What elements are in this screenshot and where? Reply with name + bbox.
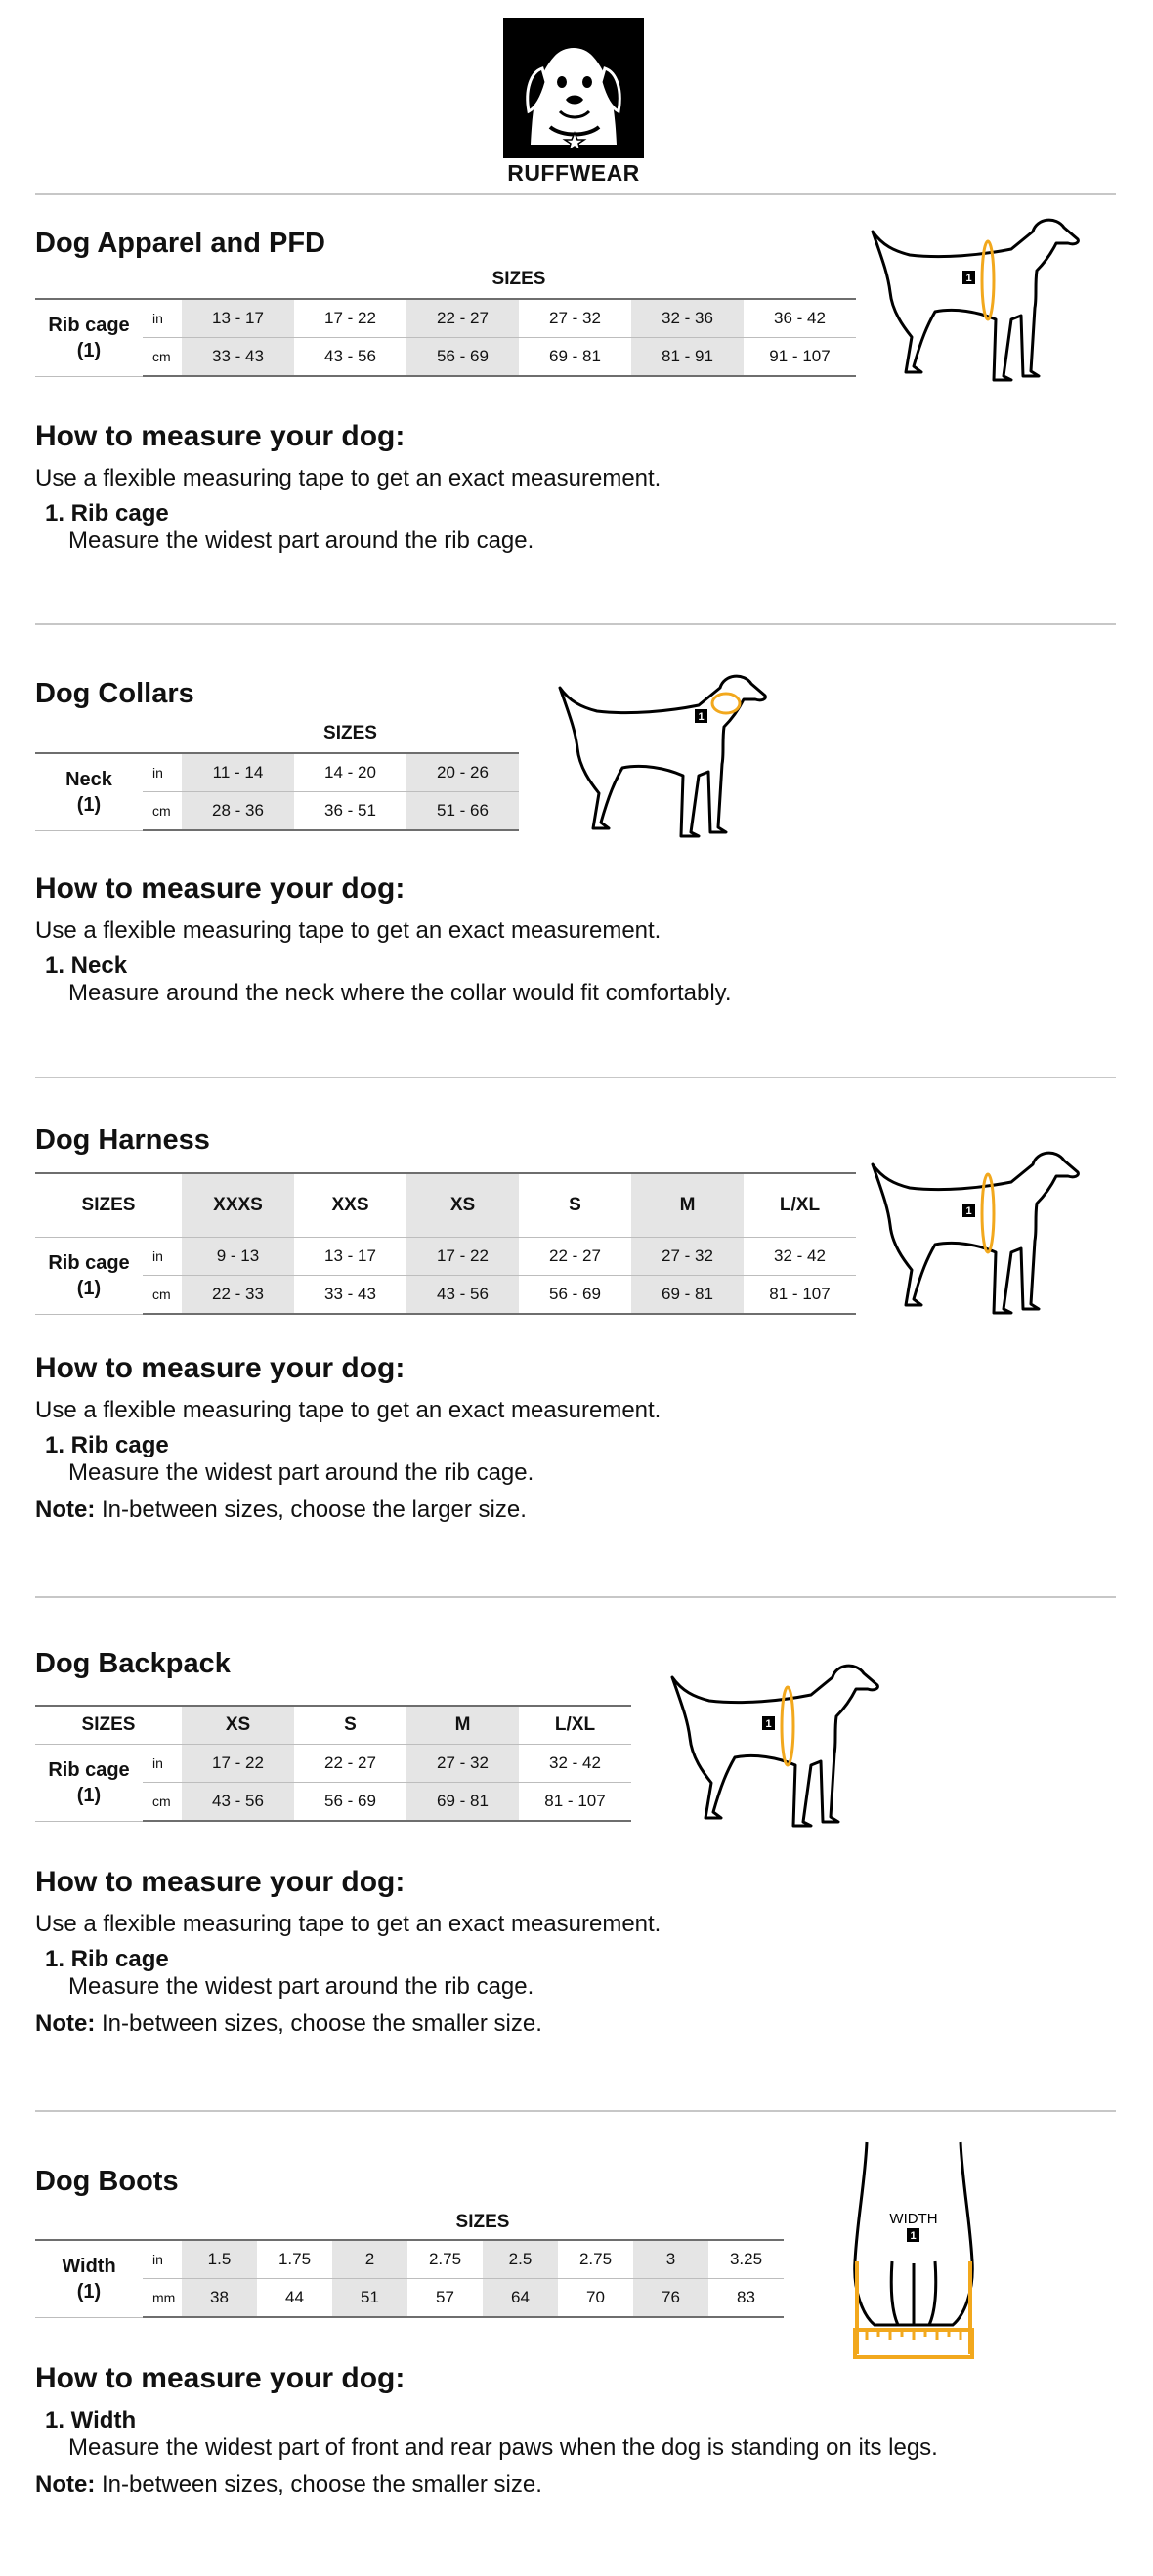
boots-size-table: [35, 2239, 784, 2318]
table-cell: 32 - 42: [744, 1238, 856, 1276]
table-row: [35, 1276, 856, 1315]
apparel-title: Dog Apparel and PFD: [35, 228, 325, 259]
size-header: S: [519, 1173, 631, 1238]
table-cell: 11 - 14: [182, 753, 294, 792]
table-row: [35, 1238, 856, 1276]
ruffwear-logo: [503, 18, 644, 187]
table-cell: 2.75: [407, 2240, 483, 2279]
backpack-measure-label: Rib cage (1): [35, 1745, 143, 1822]
boots-instructions: [35, 2362, 1110, 2499]
marker-number: 1: [965, 273, 972, 284]
marker-number: 1: [698, 711, 705, 723]
table-cell: 69 - 81: [519, 338, 631, 377]
unit-label: mm: [143, 2279, 182, 2318]
dog-illustration: [865, 1143, 1089, 1329]
table-cell: 27 - 32: [406, 1745, 519, 1783]
table-cell: 14 - 20: [294, 753, 406, 792]
boots-note: Note: In-between sizes, choose the smaller size.: [35, 2471, 542, 2498]
unit-label: cm: [143, 1783, 182, 1822]
divider: [35, 1596, 1116, 1598]
harness-how-title: How to measure your dog:: [35, 1352, 406, 1384]
apparel-sizes-label: SIZES: [491, 269, 546, 289]
apparel-intro: Use a flexible measuring tape to get an exact measurement.: [35, 465, 662, 491]
paw-illustration: [845, 2134, 982, 2374]
size-header: XXS: [294, 1173, 406, 1238]
table-row: [35, 338, 856, 377]
backpack-step-desc: Measure the widest part around the rib cage.: [68, 1973, 534, 2000]
table-row: [35, 1173, 856, 1238]
backpack-how-title: How to measure your dog:: [35, 1866, 406, 1898]
table-cell: 56 - 69: [406, 338, 519, 377]
table-cell: 32 - 42: [519, 1745, 631, 1783]
backpack-title: Dog Backpack: [35, 1648, 231, 1679]
table-cell: 17 - 22: [182, 1745, 294, 1783]
table-cell: 33 - 43: [182, 338, 294, 377]
collars-how-title: How to measure your dog:: [35, 872, 406, 905]
table-cell: 51: [332, 2279, 407, 2318]
size-header: XXXS: [182, 1173, 294, 1238]
collars-measure-label: Neck (1): [35, 753, 143, 830]
collars-step: 1. Neck: [45, 952, 128, 979]
table-row: [35, 1706, 631, 1745]
table-cell: 33 - 43: [294, 1276, 406, 1315]
boots-how-title: How to measure your dog:: [35, 2362, 406, 2394]
size-header: S: [294, 1706, 406, 1745]
table-cell: 44: [257, 2279, 332, 2318]
table-row: [35, 299, 856, 338]
table-cell: 56 - 69: [294, 1783, 406, 1822]
unit-label: cm: [143, 338, 182, 377]
table-cell: 17 - 22: [406, 1238, 519, 1276]
table-row: [35, 753, 519, 792]
backpack-note: Note: In-between sizes, choose the smaller size.: [35, 2010, 542, 2037]
boots-step-desc: Measure the widest part of front and rear paws when the dog is standing on its legs.: [68, 2434, 938, 2461]
harness-size-table: [35, 1172, 856, 1315]
table-cell: 27 - 32: [519, 299, 631, 338]
divider: [35, 623, 1116, 625]
harness-step: 1. Rib cage: [45, 1432, 169, 1458]
boots-measure-label: Width (1): [35, 2240, 143, 2317]
table-cell: 22 - 27: [519, 1238, 631, 1276]
marker-number: 1: [910, 2230, 917, 2242]
table-cell: 1.5: [182, 2240, 257, 2279]
collars-instructions: [35, 872, 1110, 1015]
boots-title: Dog Boots: [35, 2166, 179, 2197]
table-row: [35, 1745, 631, 1783]
size-header: M: [406, 1706, 519, 1745]
table-row: [35, 2279, 784, 2318]
harness-intro: Use a flexible measuring tape to get an exact measurement.: [35, 1397, 662, 1423]
table-cell: 70: [558, 2279, 633, 2318]
apparel-step-desc: Measure the widest part around the rib cage.: [68, 528, 534, 554]
table-cell: 32 - 36: [631, 299, 744, 338]
apparel-instructions: [35, 420, 1110, 563]
divider: [35, 2110, 1116, 2112]
table-cell: 83: [708, 2279, 784, 2318]
table-cell: 81 - 107: [744, 1276, 856, 1315]
size-header: XS: [406, 1173, 519, 1238]
unit-label: in: [143, 753, 182, 792]
dog-illustration: [664, 1656, 889, 1841]
table-cell: 91 - 107: [744, 338, 856, 377]
marker-number: 1: [765, 1718, 772, 1730]
divider: [35, 193, 1116, 195]
dog-illustration: [552, 666, 777, 852]
table-cell: 17 - 22: [294, 299, 406, 338]
table-cell: 57: [407, 2279, 483, 2318]
table-cell: 22 - 27: [406, 299, 519, 338]
table-cell: 81 - 107: [519, 1783, 631, 1822]
table-cell: 27 - 32: [631, 1238, 744, 1276]
table-row: [35, 2240, 784, 2279]
unit-label: in: [143, 1238, 182, 1276]
collars-sizes-label: SIZES: [323, 723, 377, 743]
table-cell: 1.75: [257, 2240, 332, 2279]
dog-head-logo-icon: [503, 18, 644, 158]
harness-measure-label: Rib cage (1): [35, 1238, 143, 1315]
backpack-step: 1. Rib cage: [45, 1946, 169, 1972]
unit-label: cm: [143, 1276, 182, 1315]
backpack-instructions: [35, 1866, 1110, 2038]
table-cell: 3: [633, 2240, 708, 2279]
table-cell: 43 - 56: [182, 1783, 294, 1822]
table-cell: 13 - 17: [182, 299, 294, 338]
harness-note: Note: In-between sizes, choose the larger size.: [35, 1497, 527, 1523]
unit-label: cm: [143, 792, 182, 831]
apparel-how-title: How to measure your dog:: [35, 420, 406, 452]
table-cell: 22 - 27: [294, 1745, 406, 1783]
apparel-step: 1. Rib cage: [45, 500, 169, 527]
table-cell: 69 - 81: [631, 1276, 744, 1315]
boots-sizes-label: SIZES: [455, 2212, 510, 2232]
apparel-measure-label: Rib cage (1): [35, 299, 143, 376]
table-cell: 13 - 17: [294, 1238, 406, 1276]
dog-illustration: [865, 210, 1089, 396]
apparel-size-table: [35, 298, 856, 377]
table-cell: 69 - 81: [406, 1783, 519, 1822]
table-cell: 20 - 26: [406, 753, 519, 792]
collars-title: Dog Collars: [35, 678, 194, 709]
harness-sizes-label: SIZES: [35, 1173, 182, 1238]
table-cell: 36 - 42: [744, 299, 856, 338]
table-cell: 43 - 56: [294, 338, 406, 377]
marker-number: 1: [965, 1205, 972, 1217]
table-cell: 2: [332, 2240, 407, 2279]
table-cell: 2.75: [558, 2240, 633, 2279]
collars-step-desc: Measure around the neck where the collar would fit comfortably.: [68, 980, 732, 1006]
table-cell: 36 - 51: [294, 792, 406, 831]
unit-label: in: [143, 299, 182, 338]
size-header: XS: [182, 1706, 294, 1745]
table-cell: 51 - 66: [406, 792, 519, 831]
size-header: L/XL: [744, 1173, 856, 1238]
boots-step: 1. Width: [45, 2407, 137, 2433]
brand-wordmark: RUFFWEAR: [507, 160, 640, 186]
table-cell: 43 - 56: [406, 1276, 519, 1315]
table-cell: 38: [182, 2279, 257, 2318]
backpack-size-table: [35, 1705, 631, 1822]
table-cell: 9 - 13: [182, 1238, 294, 1276]
size-header: M: [631, 1173, 744, 1238]
backpack-sizes-label: SIZES: [35, 1706, 182, 1745]
table-cell: 3.25: [708, 2240, 784, 2279]
table-cell: 81 - 91: [631, 338, 744, 377]
harness-title: Dog Harness: [35, 1124, 210, 1156]
collars-intro: Use a flexible measuring tape to get an exact measurement.: [35, 917, 662, 944]
table-cell: 2.5: [483, 2240, 558, 2279]
table-cell: 22 - 33: [182, 1276, 294, 1315]
unit-label: in: [143, 2240, 182, 2279]
table-cell: 64: [483, 2279, 558, 2318]
backpack-intro: Use a flexible measuring tape to get an exact measurement.: [35, 1911, 662, 1937]
paw-width-label: WIDTH: [889, 2211, 938, 2227]
size-header: L/XL: [519, 1706, 631, 1745]
table-cell: 76: [633, 2279, 708, 2318]
table-cell: 28 - 36: [182, 792, 294, 831]
harness-instructions: [35, 1352, 1110, 1524]
divider: [35, 1077, 1116, 1078]
collars-size-table: [35, 752, 519, 831]
table-cell: 56 - 69: [519, 1276, 631, 1315]
unit-label: in: [143, 1745, 182, 1783]
harness-step-desc: Measure the widest part around the rib cage.: [68, 1459, 534, 1486]
